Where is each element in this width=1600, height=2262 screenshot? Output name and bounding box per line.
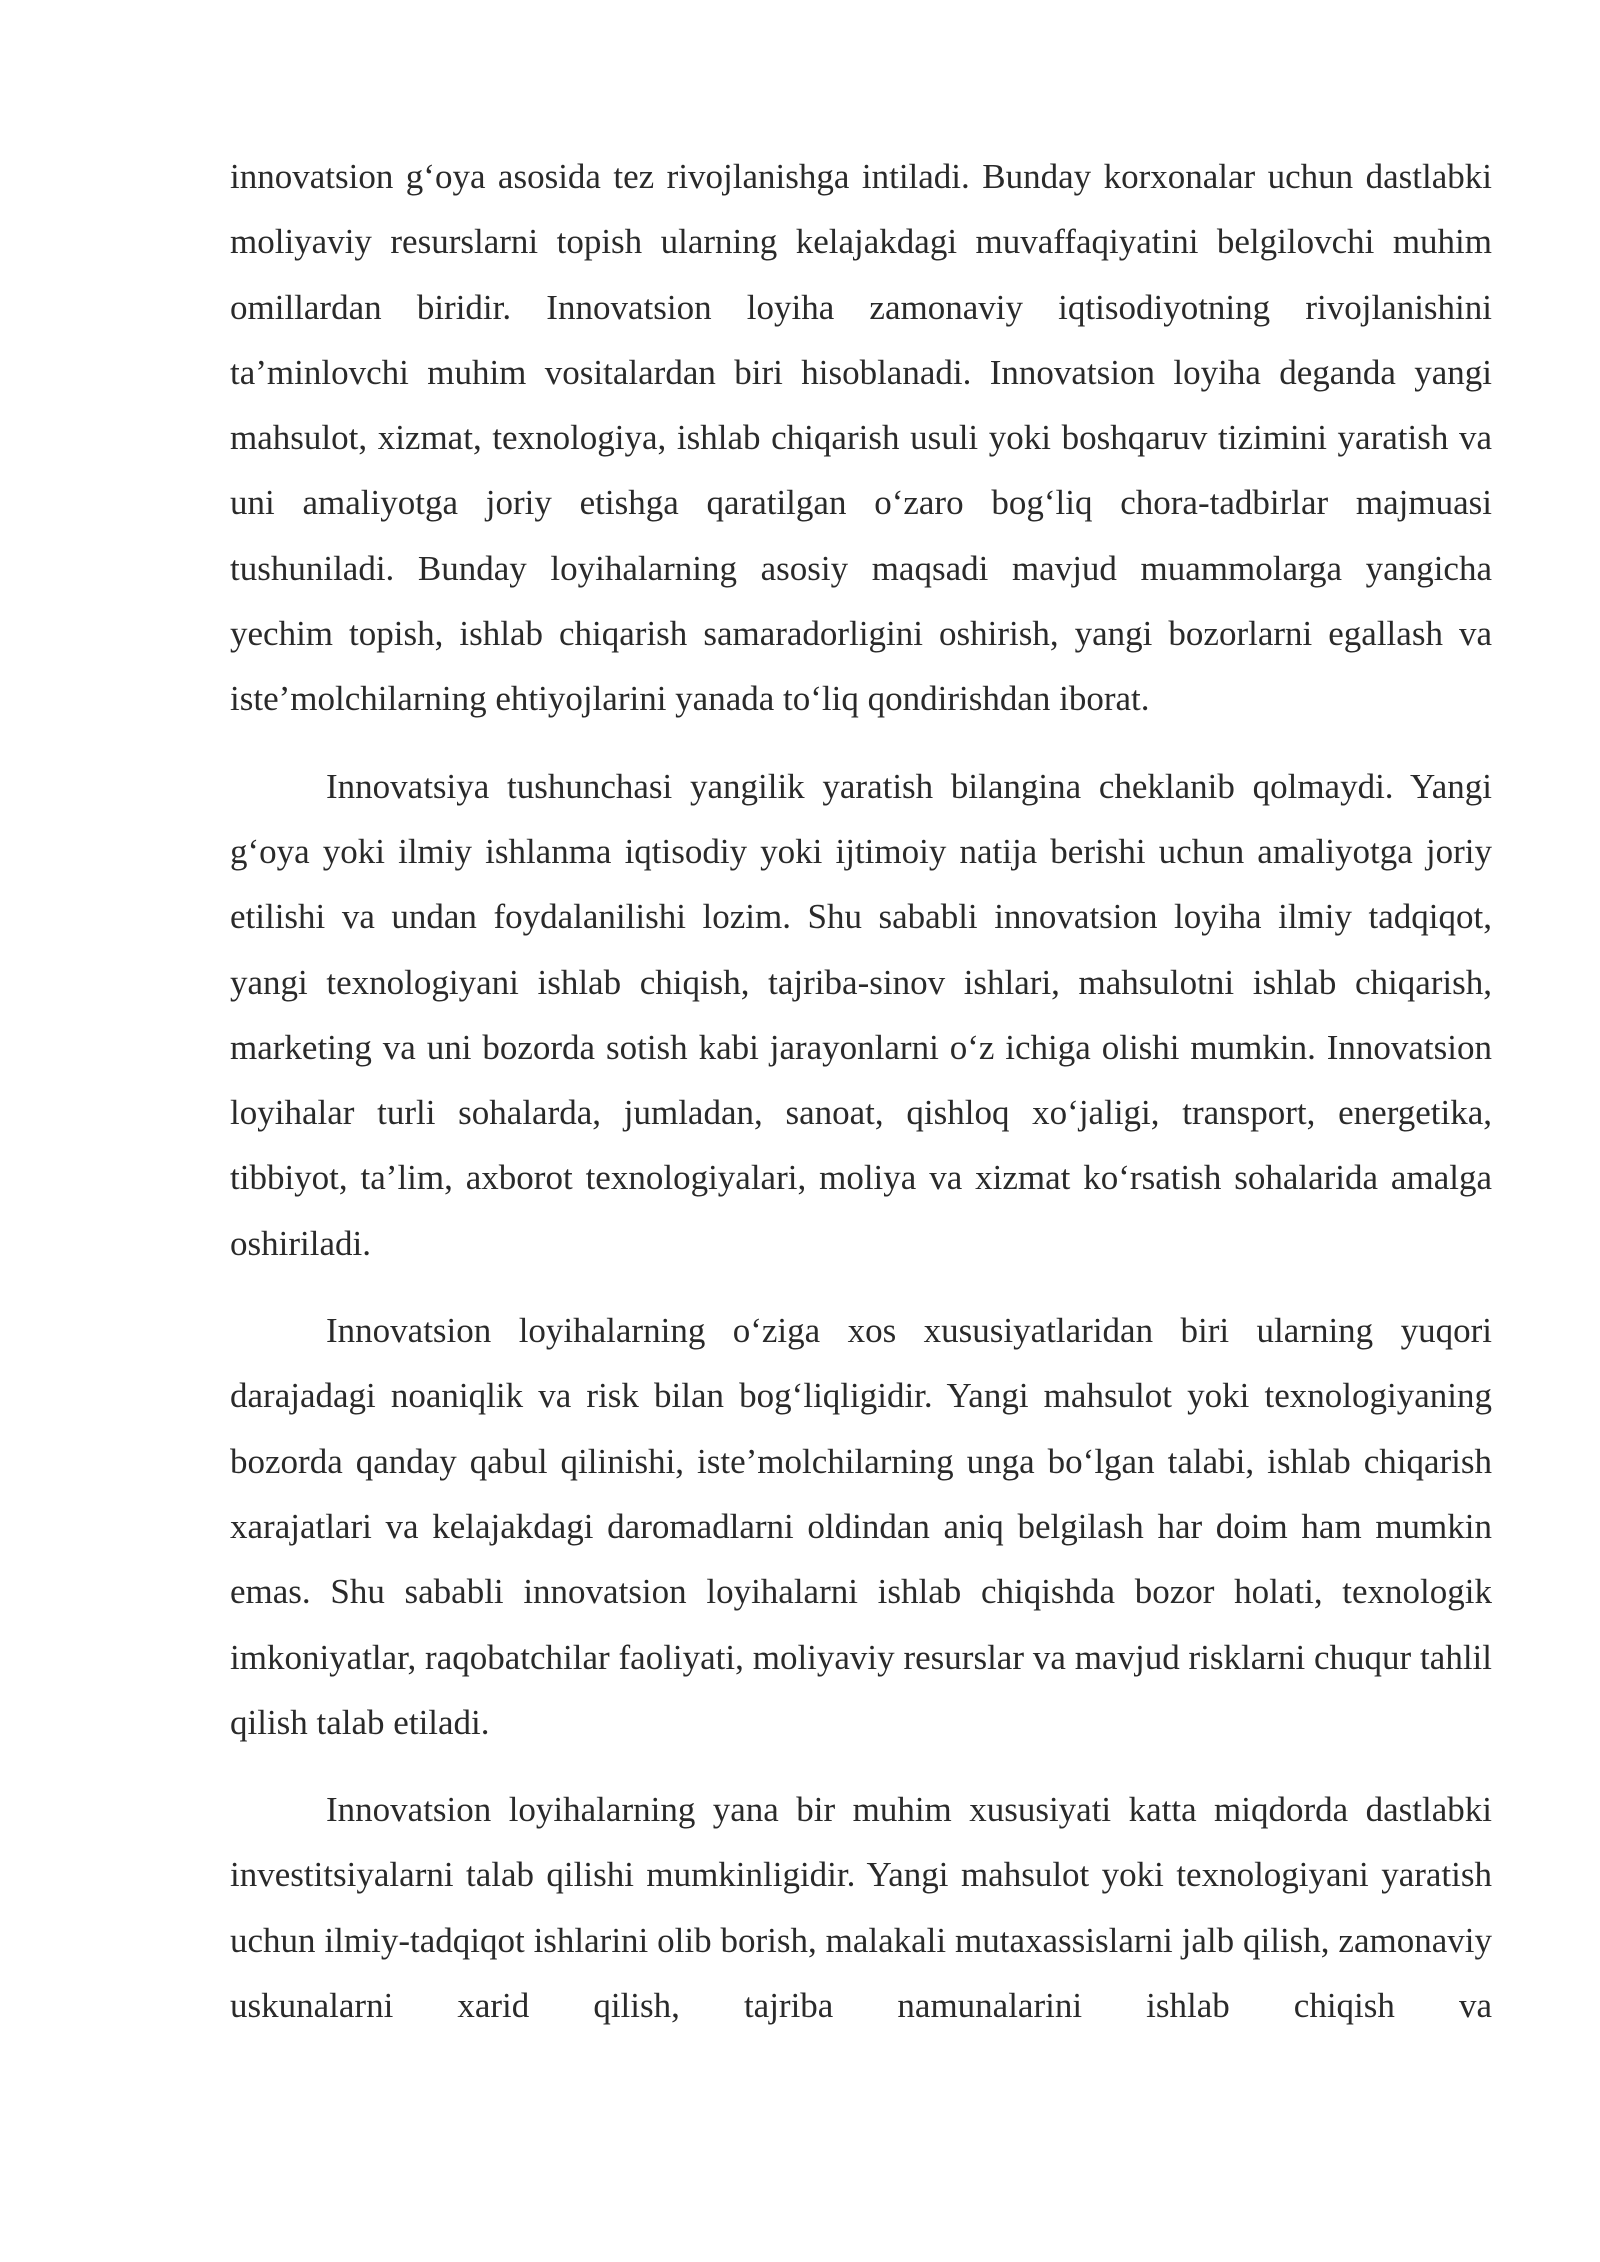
paragraph-4: Innovatsion loyihalarning yana bir muhim xususiyati katta miqdorda dastlabki investitsiyalarni talab qilishi mumkinligidir. Yangi mahsulot yoki texnologiyani yaratish uchun ilmiy-tadqiqot ishlarini olib borish, malakali mutaxassislarni jalb qilish, zamonaviy uskunalarni xarid qilish, tajriba namunalarini ishlab chiqish va (230, 1790, 1492, 2026)
paragraph-3: Innovatsion loyihalarning o‘ziga xos xususiyatlaridan biri ularning yuqori darajadagi noaniqlik va risk bilan bog‘liqligidir. Yangi mahsulot yoki texnologiyaning bozorda qanday qabul qilinishi, iste’molchilarning unga bo‘lgan talabi, ishlab chiqarish xarajatlari va kelajakdagi daromadlarni oldindan aniq belgilash har doim ham mumkin emas. Shu sababli innovatsion loyihalarni ishlab chiqishda bozor holati, texnologik imkoniyatlar, raqobatchilar faoliyati, moliyaviy resurslar va mavjud risklarni chuqur tahlil qilish talab etiladi. (230, 1311, 1492, 1742)
paragraph-1: innovatsion g‘oya asosida tez rivojlanishga intiladi. Bunday korxonalar uchun dastlabki moliyaviy resurslarni topish ularning kelajakdagi muvaffaqiyatini belgilovchi muhim omillardan biridir. Innovatsion loyiha zamonaviy iqtisodiyotning rivojlanishini ta’minlovchi muhim vositalardan biri hisoblanadi. Innovatsion loyiha deganda yangi mahsulot, xizmat, texnologiya, ishlab chiqarish usuli yoki boshqaruv tizimini yaratish va uni amaliyotga joriy etishga qaratilgan o‘zaro bog‘liq chora-tadbirlar majmuasi tushuniladi. Bunday loyihalarning asosiy maqsadi mavjud muammolarga yangicha yechim topish, ishlab chiqarish samaradorligini oshirish, yangi bozorlarni egallash va iste’molchilarning ehtiyojlarini yanada to‘liq qondirishdan iborat. (230, 157, 1492, 719)
document-body (230, 144, 1492, 2038)
paragraph-2: Innovatsiya tushunchasi yangilik yaratish bilangina cheklanib qolmaydi. Yangi g‘oya yoki ilmiy ishlanma iqtisodiy yoki ijtimoiy natija berishi uchun amaliyotga joriy etilishi va undan foydalanilishi lozim. Shu sababli innovatsion loyiha ilmiy tadqiqot, yangi texnologiyani ishlab chiqish, tajriba-sinov ishlari, mahsulotni ishlab chiqarish, marketing va uni bozorda sotish kabi jarayonlarni o‘z ichiga olishi mumkin. Innovatsion loyihalar turli sohalarda, jumladan, sanoat, qishloq xo‘jaligi, transport, energetika, tibbiyot, ta’lim, axborot texnologiyalari, moliya va xizmat ko‘rsatish sohalarida amalga oshiriladi. (230, 766, 1492, 1263)
